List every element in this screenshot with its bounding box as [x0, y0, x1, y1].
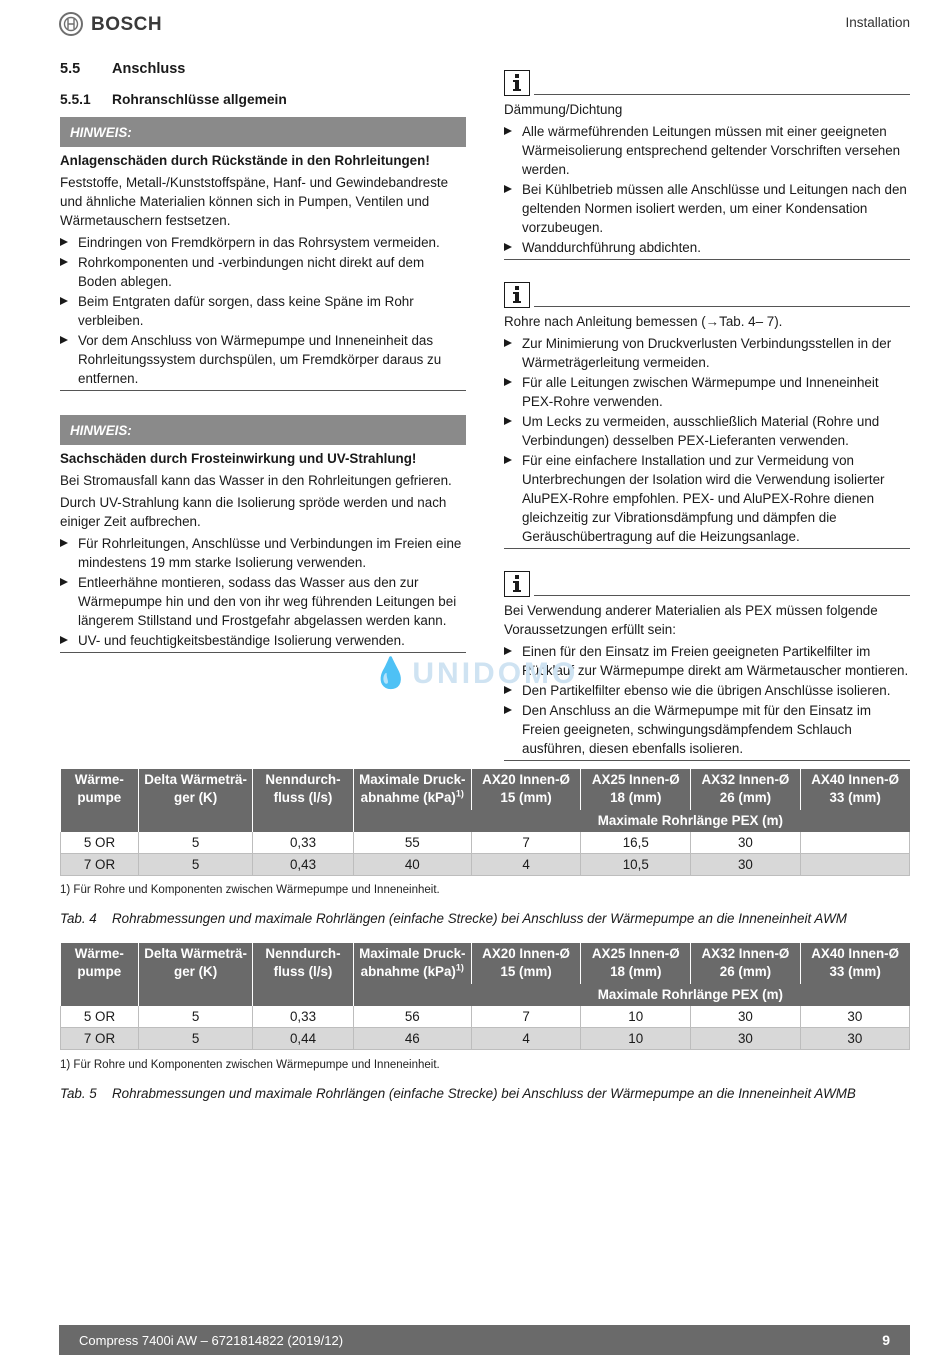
col-header: Wärme- pumpe: [61, 769, 139, 832]
table-footnote: 1) Für Rohre und Komponenten zwischen Wärmepumpe und Inneneinheit.: [60, 884, 440, 896]
left-column: [60, 60, 466, 653]
divider: [60, 652, 466, 653]
watermark: 💧UNIDOMO: [372, 657, 579, 690]
table-footnote: 1) Für Rohre und Komponenten zwischen Wärmepumpe und Inneneinheit.: [60, 1059, 440, 1071]
page-footer: [59, 1325, 910, 1355]
table-caption: Tab. 5 Rohrabmessungen und maximale Rohrlängen (einfache Strecke) bei Anschluss der Wärmepumpe an die Inneneinheit AWMB: [60, 1086, 856, 1101]
col-header: AX32 Innen-Ø 26 (mm): [691, 769, 801, 810]
table-row: 5 OR 5 0,33 56 7 10 30 30: [61, 1006, 910, 1028]
brand-name: BOSCH: [91, 13, 163, 35]
col-header: Nenndurch- fluss (l/s): [253, 943, 354, 1006]
list-item: Wanddurchführung abdichten.: [504, 238, 910, 257]
divider: [60, 390, 466, 391]
col-header: AX40 Innen-Ø 33 (mm): [800, 769, 909, 810]
info-title: Rohre nach Anleitung bemessen (→Tab. 4– 7).: [504, 314, 783, 329]
info-title: Dämmung/Dichtung: [504, 102, 623, 117]
list-item: Für eine einfachere Installation und zur Vermeidung von Unterbrechungen der Isolation wird die Verwendung isolierter AluPEX-Rohre empfohlen. PEX- und AluPEX-Rohre dienen gleichzeitig zur Vibrationsdämpfung und dämpfen die Geräuschübertragung auf die Heizungsanlage.: [504, 451, 910, 546]
info-dimensioning: [504, 278, 910, 549]
notice-title: Sachschäden durch Frosteinwirkung und UV-Strahlung!: [60, 451, 417, 466]
table-row: 5 OR 5 0,33 55 7 16,5 30: [61, 832, 910, 854]
list-item: Beim Entgraten dafür sorgen, dass keine Späne im Rohr verbleiben.: [60, 292, 466, 330]
divider: [504, 760, 910, 761]
notice-text: Bei Stromausfall kann das Wasser in den Rohrleitungen gefrieren.: [60, 473, 452, 488]
list-item: Um Lecks zu vermeiden, ausschließlich Material (Rohre und Verbindungen) desselben PEX-Lieferanten verwenden.: [504, 412, 910, 450]
notice-bullets: [60, 233, 466, 388]
col-header: AX25 Innen-Ø 18 (mm): [581, 943, 691, 984]
col-header: AX40 Innen-Ø 33 (mm): [800, 943, 909, 984]
footer-doc-id: Compress 7400i AW – 6721814822 (2019/12): [79, 1332, 344, 1348]
col-header: Delta Wärmeträ- ger (K): [139, 943, 253, 1006]
notice-residues: [60, 117, 466, 391]
col-header: AX25 Innen-Ø 18 (mm): [581, 769, 691, 810]
list-item: Rohrkomponenten und -verbindungen nicht direkt auf dem Boden ablegen.: [60, 253, 466, 291]
page-number: 9: [882, 1331, 890, 1348]
bosch-armature-icon: [59, 12, 83, 36]
table-caption: Tab. 4 Rohrabmessungen und maximale Rohrlängen (einfache Strecke) bei Anschluss der Wärmepumpe an die Inneneinheit AWM: [60, 911, 847, 926]
sub-header: Maximale Rohrlänge PEX (m): [471, 810, 909, 833]
col-header: AX32 Innen-Ø 26 (mm): [691, 943, 801, 984]
list-item: Für alle Leitungen zwischen Wärmepumpe und Inneneinheit PEX-Rohre verwenden.: [504, 373, 910, 411]
info-bullets: [504, 334, 910, 546]
col-header: Nenndurch- fluss (l/s): [253, 769, 354, 832]
notice-title: Anlagenschäden durch Rückstände in den Rohrleitungen!: [60, 153, 430, 168]
list-item: Eindringen von Fremdkörpern in das Rohrsystem vermeiden.: [60, 233, 466, 252]
col-header: Wärme- pumpe: [61, 943, 139, 1006]
col-header: Maximale Druck- abnahme (kPa)$^{1)}$: [353, 943, 471, 1006]
list-item: Den Partikelfilter ebenso wie die übrigen Anschlüsse isolieren.: [504, 681, 910, 700]
list-item: UV- und feuchtigkeitsbeständige Isolierung verwenden.: [60, 631, 466, 650]
list-item: Einen für den Einsatz im Freien geeigneten Partikelfilter im Rücklauf zur Wärmepumpe direkt am Wärmetauscher montieren.: [504, 642, 910, 680]
list-item: Entleerhähne montieren, sodass das Wasser aus den zur Wärmepumpe hin und den von ihr weg führenden Leitungen bei längerem Stillstand und Frostgefahr abgelassen werden kann.: [60, 573, 466, 630]
notice-label: HINWEIS:: [60, 415, 466, 445]
list-item: Für Rohrleitungen, Anschlüsse und Verbindungen im Freien eine mindestens 19 mm starke Isolierung verwenden.: [60, 534, 466, 572]
notice-text: Durch UV-Strahlung kann die Isolierung spröde werden und nach einiger Zeit aufbrechen.: [60, 495, 447, 529]
notice-frost: [60, 415, 466, 653]
notice-text: Feststoffe, Metall-/Kunststoffspäne, Hanf- und Gewindebandreste und ähnliche Materialien können sich in Pumpen, Ventilen und Wärmetauschern festsetzen.: [60, 175, 449, 228]
heading-5-5: 5.5 Anschluss: [60, 61, 186, 77]
notice-label: HINWEIS:: [60, 117, 466, 147]
list-item: Alle wärmeführenden Leitungen müssen mit einer geeigneten Wärmeisolierung entsprechend geltender Vorschriften versehen werden.: [504, 122, 910, 179]
col-header: Maximale Druck- abnahme (kPa)$^{1)}$: [353, 769, 471, 832]
info-icon: [504, 571, 530, 597]
list-item: Den Anschluss an die Wärmepumpe mit für den Einsatz im Freien geeigneten, schwingungsdämpfendem Schlauch ausführen, diesen ebenfalls isolieren.: [504, 701, 910, 758]
divider: [504, 259, 910, 260]
info-title: Bei Verwendung anderer Materialien als PEX müssen folgende Voraussetzungen erfüllt sein:: [504, 603, 878, 637]
table-row: 7 OR 5 0,44 46 4 10 30 30: [61, 1028, 910, 1050]
col-header: Delta Wärmeträ- ger (K): [139, 769, 253, 832]
table-row: 7 OR 5 0,43 40 4 10,5 30: [61, 854, 910, 876]
col-header: AX20 Innen-Ø 15 (mm): [471, 943, 581, 984]
pipe-dimension-table-awmb: [60, 943, 910, 1050]
list-item: Vor dem Anschluss von Wärmepumpe und Inneneinheit das Rohrleitungssystem durchspülen, um Fremdkörper daraus zu entfernen.: [60, 331, 466, 388]
info-bullets: [504, 122, 910, 257]
divider: [504, 548, 910, 549]
notice-bullets: [60, 534, 466, 650]
section-label: Installation: [845, 15, 910, 30]
list-item: Zur Minimierung von Druckverlusten Verbindungsstellen in der Wärmeträgerleitung vermeiden.: [504, 334, 910, 372]
brand-logo: [59, 10, 162, 38]
info-insulation: [504, 66, 910, 260]
heading-5-5-1: 5.5.1 Rohranschlüsse allgemein: [60, 92, 287, 107]
info-icon: [504, 70, 530, 96]
pipe-dimension-table-awm: [60, 769, 910, 876]
col-header: AX20 Innen-Ø 15 (mm): [471, 769, 581, 810]
info-icon: [504, 282, 530, 308]
list-item: Bei Kühlbetrieb müssen alle Anschlüsse und Leitungen nach den geltenden Normen isoliert werden, um einer Kondensation vorzubeugen.: [504, 180, 910, 237]
sub-header: Maximale Rohrlänge PEX (m): [471, 984, 909, 1007]
